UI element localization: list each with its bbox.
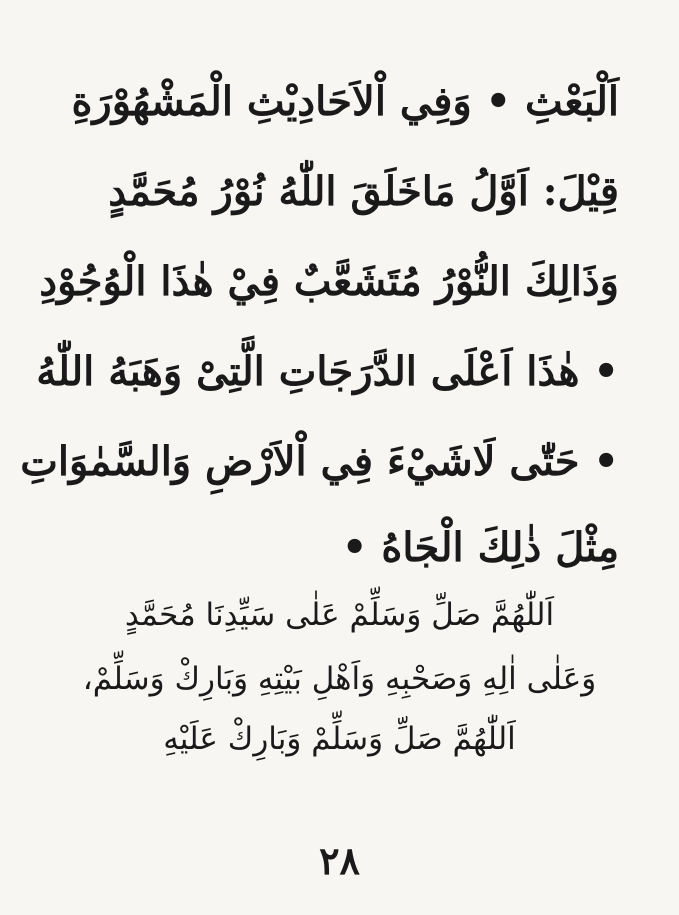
- page-number: ٢٨: [319, 838, 360, 883]
- verse-line-5: • حَتّٰى لَاشَيْءَ فِي اْلاَرْضِ وَالسَّمٰوَاتِ: [20, 438, 619, 485]
- prayer-line-2: وَعَلٰى اٰلِهِ وَصَحْبِهِ وَاَهْلِ بَيْتِهِ وَبَارِكْ وَسَلِّمْ،: [82, 661, 597, 697]
- verse-line-6: مِثْلَ ذٰلِكَ الْجَاهُ •: [341, 524, 619, 571]
- verse-line-1: اَلْبَعْثِ • وَفِي اْلاَحَادِيْثِ الْمَشْهُوْرَةِ: [71, 78, 619, 125]
- verse-line-3: وَذَالِكَ النُّوْرُ مُتَشَعَّبٌ فِيْ هٰذَا الْوُجُوْدِ: [39, 258, 619, 305]
- prayer-line-1: اَللّٰهُمَّ صَلِّ وَسَلِّمْ عَلٰى سَيِّدِنَا مُحَمَّدٍ: [124, 597, 555, 633]
- verse-line-4: • هٰذَا اَعْلَى الدَّرَجَاتِ الَّتِىْ وَهَبَهُ اللّٰهُ: [36, 348, 619, 395]
- prayer-line-3: اَللّٰهُمَّ صَلِّ وَسَلِّمْ وَبَارِكْ عَلَيْهِ: [163, 721, 516, 757]
- verse-line-2: قِيْلَ: اَوَّلُ مَاخَلَقَ اللّٰهُ نُوْرُ مُحَمَّدٍ: [108, 168, 619, 215]
